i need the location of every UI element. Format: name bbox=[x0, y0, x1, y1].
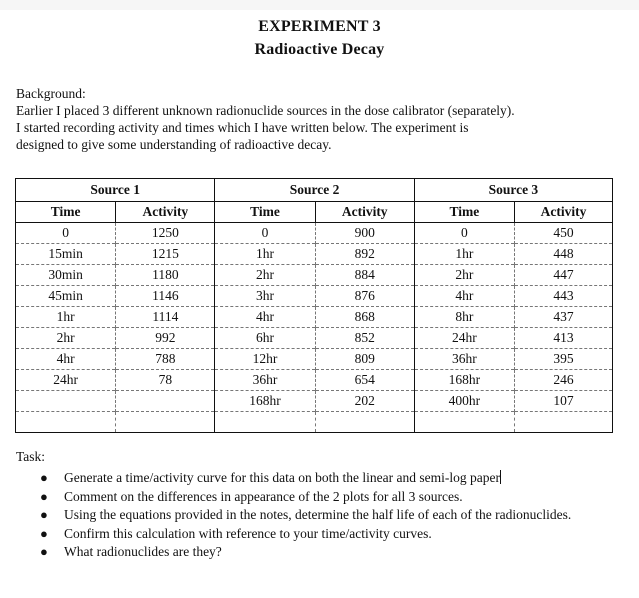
activity-cell: 992 bbox=[116, 328, 215, 349]
text-cursor bbox=[500, 470, 501, 484]
table-row bbox=[16, 391, 613, 412]
activity-cell: 450 bbox=[515, 223, 613, 244]
time-column-header: Time bbox=[215, 202, 315, 223]
task-text: Using the equations provided in the notes, determine the half life of each of the radionuclides. bbox=[64, 507, 572, 522]
time-cell: 8hr bbox=[414, 307, 514, 328]
activity-cell: 447 bbox=[515, 265, 613, 286]
activity-cell: 437 bbox=[515, 307, 613, 328]
activity-cell bbox=[116, 391, 215, 412]
task-text: Confirm this calculation with reference to your time/activity curves. bbox=[64, 525, 432, 541]
activity-cell: 1114 bbox=[116, 307, 215, 328]
background-label: Background: bbox=[16, 86, 86, 101]
activity-cell: 246 bbox=[515, 370, 613, 391]
task-text: Generate a time/activity curve for this data on both the linear and semi-log paper bbox=[64, 470, 500, 485]
time-cell bbox=[215, 412, 315, 433]
activity-column-header: Activity bbox=[116, 202, 215, 223]
table-row bbox=[16, 349, 613, 370]
time-cell: 2hr bbox=[16, 328, 116, 349]
bullet-icon: ● bbox=[40, 507, 48, 522]
background-section bbox=[16, 85, 626, 153]
source-2-header: Source 2 bbox=[215, 179, 414, 202]
source-1-header: Source 1 bbox=[16, 179, 215, 202]
time-cell: 0 bbox=[16, 223, 116, 244]
background-line: I started recording activity and times which I have written below. The experiment is bbox=[16, 120, 469, 135]
time-cell: 15min bbox=[16, 244, 116, 265]
page-title: EXPERIMENT 3 bbox=[258, 18, 381, 35]
table-row bbox=[16, 307, 613, 328]
bullet-icon: ● bbox=[40, 488, 48, 504]
background-line: designed to give some understanding of radioactive decay. bbox=[16, 137, 332, 152]
table-row bbox=[16, 370, 613, 391]
page-top-edge bbox=[0, 0, 639, 10]
time-cell: 0 bbox=[215, 223, 315, 244]
activity-cell bbox=[315, 412, 414, 433]
table-row bbox=[16, 412, 613, 433]
time-cell: 45min bbox=[16, 286, 116, 307]
time-cell: 36hr bbox=[414, 349, 514, 370]
table-row bbox=[16, 286, 613, 307]
activity-cell bbox=[116, 412, 215, 433]
time-cell: 4hr bbox=[414, 286, 514, 307]
time-cell bbox=[16, 391, 116, 412]
activity-cell: 107 bbox=[515, 391, 613, 412]
activity-cell bbox=[515, 412, 613, 433]
time-cell: 6hr bbox=[215, 328, 315, 349]
task-label: Task: bbox=[16, 449, 46, 464]
task-text: Comment on the differences in appearance of the 2 plots for all 3 sources. bbox=[64, 488, 463, 504]
bullet-icon: ● bbox=[40, 470, 48, 485]
bullet-icon: ● bbox=[40, 525, 48, 541]
task-text: What radionuclides are they? bbox=[64, 544, 222, 559]
time-cell bbox=[414, 412, 514, 433]
activity-cell: 892 bbox=[315, 244, 414, 265]
time-cell: 36hr bbox=[215, 370, 315, 391]
table-row bbox=[16, 244, 613, 265]
time-cell: 400hr bbox=[414, 391, 514, 412]
time-cell: 4hr bbox=[215, 307, 315, 328]
activity-cell: 876 bbox=[315, 286, 414, 307]
background-line: Earlier I placed 3 different unknown radionuclide sources in the dose calibrator (separately). bbox=[16, 103, 515, 118]
time-cell: 1hr bbox=[16, 307, 116, 328]
activity-cell: 443 bbox=[515, 286, 613, 307]
activity-cell: 1215 bbox=[116, 244, 215, 265]
time-column-header: Time bbox=[16, 202, 116, 223]
time-cell: 168hr bbox=[414, 370, 514, 391]
time-cell: 0 bbox=[414, 223, 514, 244]
table-row bbox=[16, 223, 613, 244]
table-row bbox=[16, 328, 613, 349]
time-cell: 1hr bbox=[414, 244, 514, 265]
time-cell: 2hr bbox=[215, 265, 315, 286]
activity-cell: 852 bbox=[315, 328, 414, 349]
activity-cell: 788 bbox=[116, 349, 215, 370]
bullet-icon: ● bbox=[40, 544, 48, 559]
activity-cell: 78 bbox=[116, 370, 215, 391]
time-cell: 4hr bbox=[16, 349, 116, 370]
activity-cell: 1250 bbox=[116, 223, 215, 244]
page-subtitle: Radioactive Decay bbox=[254, 41, 385, 58]
task-item bbox=[40, 543, 600, 562]
table-row bbox=[16, 265, 613, 286]
task-item bbox=[40, 469, 600, 488]
task-item bbox=[40, 488, 600, 507]
task-item bbox=[40, 525, 600, 544]
activity-cell: 1180 bbox=[116, 265, 215, 286]
decay-data-table bbox=[15, 178, 613, 433]
time-cell: 30min bbox=[16, 265, 116, 286]
time-cell: 24hr bbox=[16, 370, 116, 391]
time-cell: 3hr bbox=[215, 286, 315, 307]
activity-column-header: Activity bbox=[315, 202, 414, 223]
activity-cell: 884 bbox=[315, 265, 414, 286]
source-3-header: Source 3 bbox=[414, 179, 612, 202]
activity-cell: 654 bbox=[315, 370, 414, 391]
activity-column-header: Activity bbox=[515, 202, 613, 223]
activity-cell: 868 bbox=[315, 307, 414, 328]
activity-cell: 809 bbox=[315, 349, 414, 370]
time-cell: 2hr bbox=[414, 265, 514, 286]
task-list bbox=[40, 469, 600, 562]
activity-cell: 448 bbox=[515, 244, 613, 265]
time-column-header: Time bbox=[414, 202, 514, 223]
activity-cell: 413 bbox=[515, 328, 613, 349]
activity-cell: 900 bbox=[315, 223, 414, 244]
activity-cell: 1146 bbox=[116, 286, 215, 307]
time-cell: 12hr bbox=[215, 349, 315, 370]
activity-cell: 395 bbox=[515, 349, 613, 370]
activity-cell: 202 bbox=[315, 391, 414, 412]
time-cell bbox=[16, 412, 116, 433]
time-cell: 168hr bbox=[215, 391, 315, 412]
time-cell: 1hr bbox=[215, 244, 315, 265]
task-item bbox=[40, 506, 600, 525]
time-cell: 24hr bbox=[414, 328, 514, 349]
